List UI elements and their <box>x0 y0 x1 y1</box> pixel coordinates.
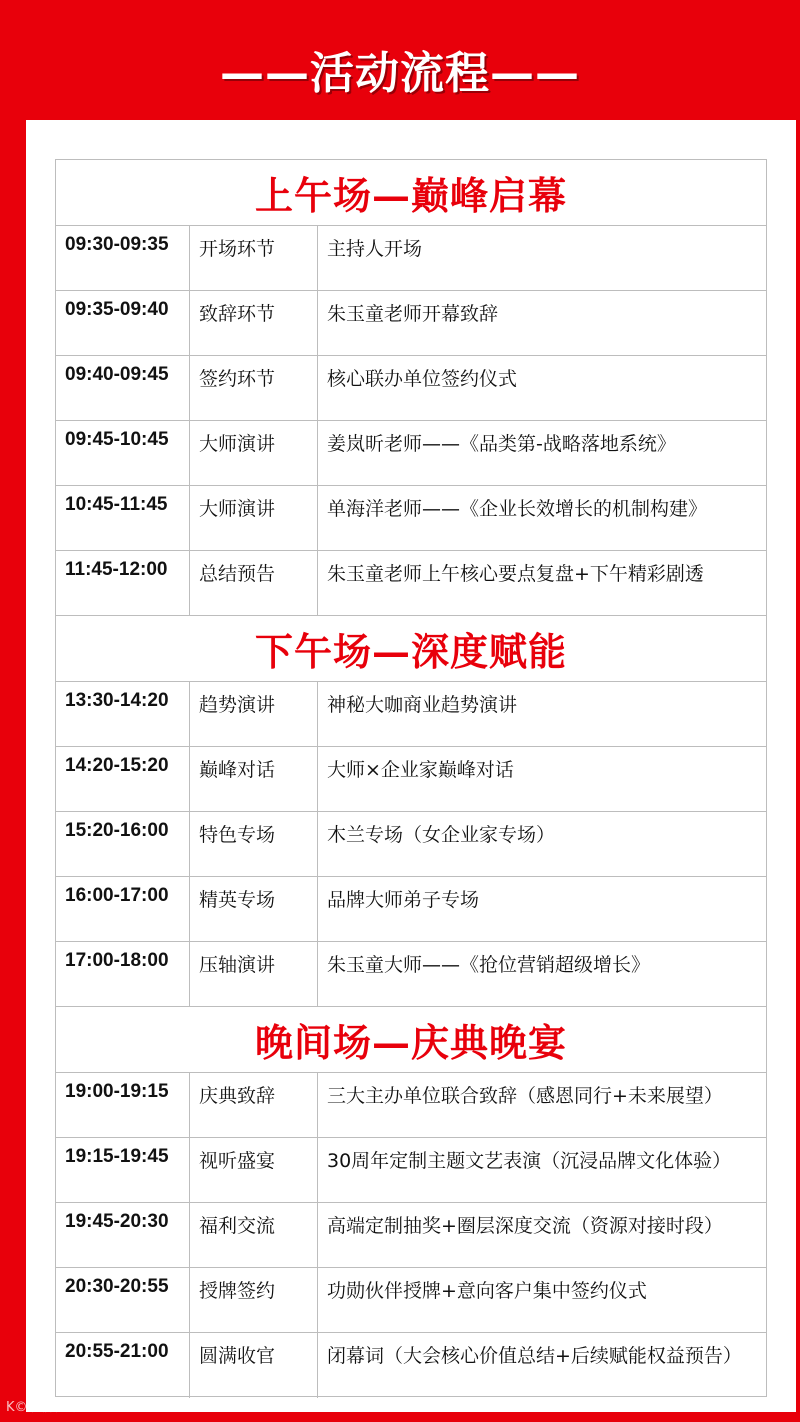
table-row <box>56 747 766 812</box>
time-cell: 19:15-19:45 <box>56 1138 190 1202</box>
phase-cell: 趋势演讲 <box>190 682 318 746</box>
table-row <box>56 812 766 877</box>
table-row <box>56 356 766 421</box>
content-cell: 单海洋老师——《企业长效增长的机制构建》 <box>327 498 708 520</box>
content-cell: 核心联办单位签约仪式 <box>327 368 518 390</box>
time-cell: 13:30-14:20 <box>56 682 190 746</box>
phase-cell: 压轴演讲 <box>190 942 318 1006</box>
time-cell: 09:40-09:45 <box>56 356 190 420</box>
time-cell: 09:30-09:35 <box>56 226 190 290</box>
table-row <box>56 421 766 486</box>
content-cell: 三大主办单位联合致辞（感恩同行+未来展望） <box>327 1085 723 1107</box>
schedule-table <box>55 159 767 1397</box>
table-row <box>56 291 766 356</box>
content-cell: 30周年定制主题文艺表演（沉浸品牌文化体验） <box>327 1150 732 1172</box>
time-cell: 19:45-20:30 <box>56 1203 190 1267</box>
table-row <box>56 226 766 291</box>
phase-cell: 大师演讲 <box>190 486 318 550</box>
phase-cell: 特色专场 <box>190 812 318 876</box>
table-row <box>56 1203 766 1268</box>
time-cell: 15:20-16:00 <box>56 812 190 876</box>
content-cell: 朱玉童老师上午核心要点复盘+下午精彩剧透 <box>327 563 704 585</box>
content-cell: 神秘大咖商业趋势演讲 <box>327 694 518 716</box>
phase-cell: 巅峰对话 <box>190 747 318 811</box>
table-row <box>56 1138 766 1203</box>
time-cell: 19:00-19:15 <box>56 1073 190 1137</box>
table-row <box>56 1333 766 1398</box>
time-cell: 09:35-09:40 <box>56 291 190 355</box>
content-cell: 功勋伙伴授牌+意向客户集中签约仪式 <box>327 1280 647 1302</box>
section-header-afternoon: 下午场—深度赋能 <box>56 616 766 682</box>
phase-cell: 福利交流 <box>190 1203 318 1267</box>
content-cell: 朱玉童老师开幕致辞 <box>327 303 499 325</box>
phase-cell: 庆典致辞 <box>190 1073 318 1137</box>
time-cell: 11:45-12:00 <box>56 551 190 615</box>
table-row <box>56 486 766 551</box>
section-header-evening: 晚间场—庆典晚宴 <box>56 1007 766 1073</box>
content-cell: 姜岚昕老师——《品类第-战略落地系统》 <box>327 433 676 455</box>
content-cell: 闭幕词（大会核心价值总结+后续赋能权益预告） <box>327 1345 742 1367</box>
phase-cell: 致辞环节 <box>190 291 318 355</box>
time-cell: 10:45-11:45 <box>56 486 190 550</box>
content-cell: 品牌大师弟子专场 <box>327 889 480 911</box>
table-row <box>56 942 766 1007</box>
page-title: ——活动流程—— <box>220 48 580 99</box>
content-cell: 木兰专场（女企业家专场） <box>327 824 556 846</box>
paper-panel <box>26 120 796 1412</box>
time-cell: 17:00-18:00 <box>56 942 190 1006</box>
watermark-logo: K© 大數跨境 <box>6 1400 84 1415</box>
phase-cell: 圆满收官 <box>190 1333 318 1398</box>
time-cell: 09:45-10:45 <box>56 421 190 485</box>
section-header-morning: 上午场—巅峰启幕 <box>56 160 766 226</box>
table-row <box>56 551 766 616</box>
time-cell: 14:20-15:20 <box>56 747 190 811</box>
table-row <box>56 1268 766 1333</box>
content-cell: 高端定制抽奖+圈层深度交流（资源对接时段） <box>327 1215 723 1237</box>
content-cell: 主持人开场 <box>327 238 423 260</box>
content-cell: 朱玉童大师——《抢位营销超级增长》 <box>327 954 651 976</box>
time-cell: 20:55-21:00 <box>56 1333 190 1398</box>
time-cell: 16:00-17:00 <box>56 877 190 941</box>
table-row <box>56 877 766 942</box>
phase-cell: 开场环节 <box>190 226 318 290</box>
phase-cell: 总结预告 <box>190 551 318 615</box>
time-cell: 20:30-20:55 <box>56 1268 190 1332</box>
phase-cell: 签约环节 <box>190 356 318 420</box>
phase-cell: 授牌签约 <box>190 1268 318 1332</box>
content-cell: 大师×企业家巅峰对话 <box>327 759 514 781</box>
phase-cell: 视听盛宴 <box>190 1138 318 1202</box>
table-row <box>56 1073 766 1138</box>
table-row <box>56 682 766 747</box>
phase-cell: 大师演讲 <box>190 421 318 485</box>
phase-cell: 精英专场 <box>190 877 318 941</box>
